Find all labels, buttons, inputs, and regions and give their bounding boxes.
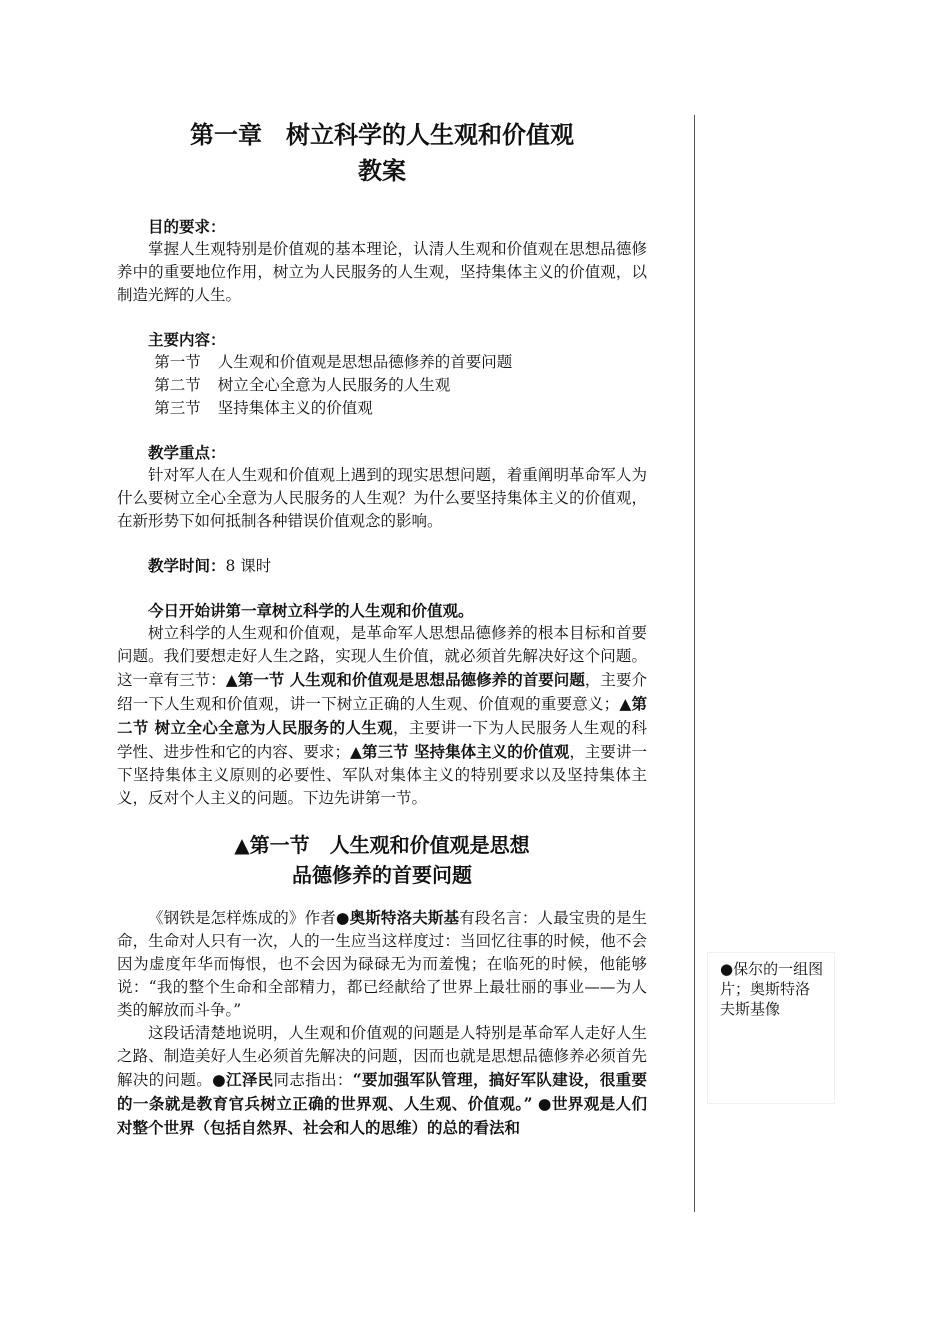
author-name: ●奥斯特洛夫斯基: [335, 908, 460, 927]
section-paragraph-1: 《钢铁是怎样炼成的》作者●奥斯特洛夫斯基有段名言：人最宝贵的是生命，生命对人只有一次，人的一生应当这样度过：当回忆往事的时候，他不会因为虚度年华而悔恨，也不会因为碌碌无为而羞愧；在临死的时候，他能够说：“我的整个生命和全部精力，都已经献给了世界上最壮丽的事业——为人类的解放而斗争。”: [117, 908, 647, 1019]
teaching-time: [117, 554, 647, 578]
margin-divider-line: [694, 115, 695, 1212]
section-paragraph-2: 这段话清楚地说明，人生观和价值观的问题是人特别是革命军人走好人生之路、制造美好人生必须首先解决的问题，因而也就是思想品德修养必须首先解决的问题。●江泽民同志指出：“要加强军队管理，搞好军队建设，很重要的一条就是教育官兵树立正确的世界观、人生观、价值观。” ●世界观是人们对整个世界（包括自然界、社会和人的思维）的总的看法和: [117, 1024, 647, 1137]
objectives-label: 目的要求：: [148, 217, 226, 236]
main-text-column: [117, 117, 647, 1140]
chapter-title-line2: 教案: [358, 156, 406, 185]
section-title-line2: 品德修养的首要问题: [292, 863, 472, 887]
intro-heading: 今日开始讲第一章树立科学的人生观和价值观。: [148, 601, 474, 620]
chapter-title: [117, 117, 647, 189]
key-points-text: 针对军人在人生观和价值观上遇到的现实思想问题，着重阐明革命军人为什么要树立全心全意为人民服务的人生观？为什么要坚持集体主义的价值观，在新形势下如何抵制各种错误价值观念的影响。: [117, 466, 647, 530]
teaching-time-label: 教学时间：: [148, 556, 226, 575]
side-note-text: ●保尔的一组图片；奥斯特洛夫斯基像: [720, 960, 824, 1018]
section-title: [117, 830, 647, 890]
contents-item-1: 第一节 人生观和价值观是思想品德修养的首要问题: [154, 353, 513, 371]
side-note-box: [707, 952, 835, 1104]
key-points-label: 教学重点：: [148, 443, 226, 462]
intro-paragraph: 树立科学的人生观和价值观，是革命军人思想品德修养的根本目标和首要问题。我们要想走好人生之路，实现人生价值，就必须首先解决好这个问题。这一章有三节：▲第一节 人生观和价值观是思想品德修养的首要问题，主要介绍一下人生观和价值观，讲一下树立正确的人生观、价值观的重要意义；▲第二节 树立全心全意为人民服务的人生观，主要讲一下为人民服务人生观的科学性、进步性和它的内容、要求；▲第三节 坚持集体主义的价值观，主要讲一下坚持集体主义原则的必要性、军队对集体主义的特别要求以及坚持集体主义，反对个人主义的问题。下边先讲第一节。: [117, 624, 647, 807]
contents-label: 主要内容：: [148, 330, 226, 349]
contents-item-3: 第三节 坚持集体主义的价值观: [154, 399, 373, 417]
contents-item-2: 第二节 树立全心全意为人民服务的人生观: [154, 376, 451, 394]
chapter-title-line1: 第一章 树立科学的人生观和价值观: [190, 120, 574, 149]
teaching-time-value: 8 课时: [225, 557, 272, 575]
objectives-text: 掌握人生观特别是价值观的基本理论，认清人生观和价值观在思想品德修养中的重要地位作用，树立为人民服务的人生观，坚持集体主义的价值观，以制造光辉的人生。: [117, 240, 647, 304]
section-title-line1: ▲第一节 人生观和价值观是思想: [234, 833, 530, 857]
